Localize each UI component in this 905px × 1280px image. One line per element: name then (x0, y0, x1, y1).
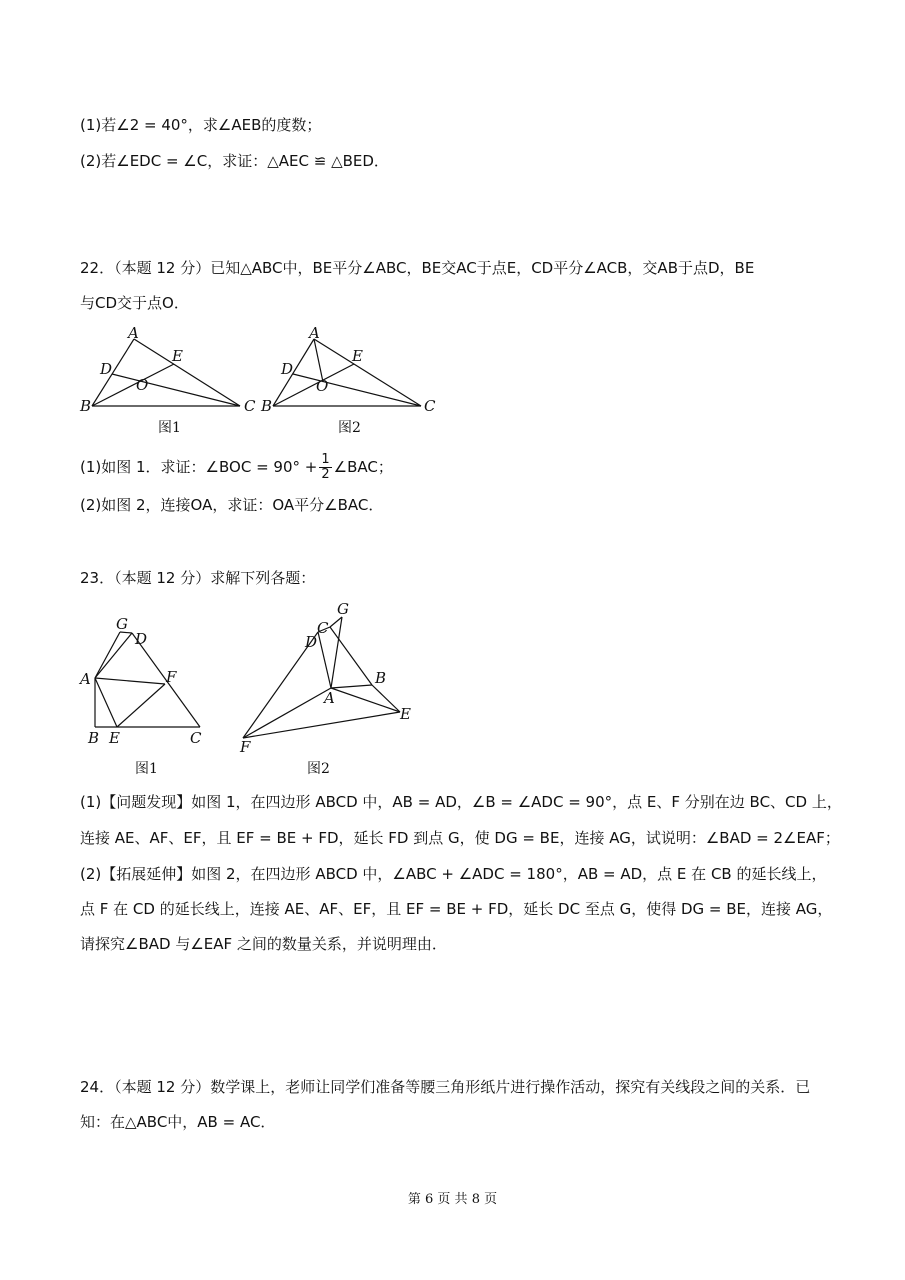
q22-fig1-label-d: D (100, 360, 113, 378)
q24-line2: 知：在△ABC中，AB = AC． (80, 1113, 276, 1131)
q23-fig1-label-d: D (135, 630, 148, 648)
q21-part2: (2)若∠EDC = ∠C，求证：△AEC ≌ △BED． (80, 152, 389, 170)
q23-fig1-label-f: F (166, 668, 177, 686)
q22-fig1-label-o: O (136, 376, 149, 394)
q23-line4: 点 F 在 CD 的延长线上，连接 AE、AF、EF，且 EF = BE + FD，延长 DC 至点 G，使得 DG = BE，连接 AG， (80, 900, 833, 918)
q23-fig1-label-b: B (88, 729, 100, 747)
q22-fig2-label-c: C (424, 397, 436, 415)
q24-line1: 24．（本题 12 分）数学课上，老师让同学们准备等腰三角形纸片进行操作活动，探究有关线段之间的关系．已 (80, 1078, 811, 1096)
q22-part1-denominator: 2 (321, 467, 330, 482)
q22-part1-numerator: 1 (321, 452, 330, 467)
q23-title: 23．（本题 12 分）求解下列各题： (80, 569, 316, 587)
q23-fig1-label-a: A (80, 670, 91, 688)
q22-part1-suffix: ∠BAC； (333, 458, 393, 476)
q22-fig1-label-c: C (244, 397, 256, 415)
q23-line3: (2)【拓展延伸】如图 2，在四边形 ABCD 中，∠ABC + ∠ADC = 180°，AB = AD，点 E 在 CB 的延长线上， (80, 865, 827, 883)
q22-fig2-label-o: O (316, 377, 329, 395)
q22-fig1-label-a: A (128, 324, 139, 342)
q23-line5: 请探究∠BAD 与∠EAF 之间的数量关系，并说明理由． (80, 935, 447, 953)
q23-fig1-caption: 图1 (135, 761, 158, 777)
q22-part2: (2)如图 2，连接OA，求证：OA平分∠BAC． (80, 496, 384, 514)
q23-fig1-label-g: G (116, 615, 128, 633)
q23-fig2-label-b: B (375, 669, 387, 687)
q22-fig1-label-e: E (172, 347, 183, 365)
q23-fig2-caption: 图2 (307, 761, 330, 777)
q22-fig1-label-b: B (80, 397, 92, 415)
q23-fig1-label-e: E (109, 729, 120, 747)
q22-fig2-label-d: D (281, 360, 294, 378)
q22-fig2-label-e: E (352, 347, 363, 365)
q23-fig2-label-f: F (240, 738, 251, 756)
q22-statement-line2: 与CD交于点O． (80, 294, 189, 312)
q22-statement-line1: 22．（本题 12 分）已知△ABC中，BE平分∠ABC，BE交AC于点E，CD平分∠ACB，交AB于点D，BE (80, 259, 755, 277)
q22-fig2-label-a: A (309, 324, 320, 342)
q23-line1: (1)【问题发现】如图 1，在四边形 ABCD 中，AB = AD，∠B = ∠ADC = 90°，点 E、F 分别在边 BC、CD 上， (80, 793, 842, 811)
q22-fig1-caption: 图1 (158, 420, 181, 436)
q22-fig2-label-b: B (261, 397, 273, 415)
q23-fig2-label-c: C (317, 619, 329, 637)
q22-fig2-caption: 图2 (338, 420, 361, 436)
q23-line2: 连接 AE、AF、EF，且 EF = BE + FD，延长 FD 到点 G，使 DG = BE，连接 AG，试说明：∠BAD = 2∠EAF； (80, 829, 840, 847)
q22-part1-prefix: (1)如图 1．求证：∠BOC = 90° + (80, 458, 318, 476)
q23-fig2-label-e: E (400, 705, 411, 723)
page-footer: 第 6 页 共 8 页 (407, 1192, 498, 1207)
q23-fig2-label-d: D (305, 633, 318, 651)
q21-part1: (1)若∠2 = 40°，求∠AEB的度数； (80, 116, 322, 134)
q23-fig1-label-c: C (190, 729, 202, 747)
q23-fig2-label-g: G (337, 600, 349, 618)
q23-fig2-label-a: A (324, 689, 335, 707)
